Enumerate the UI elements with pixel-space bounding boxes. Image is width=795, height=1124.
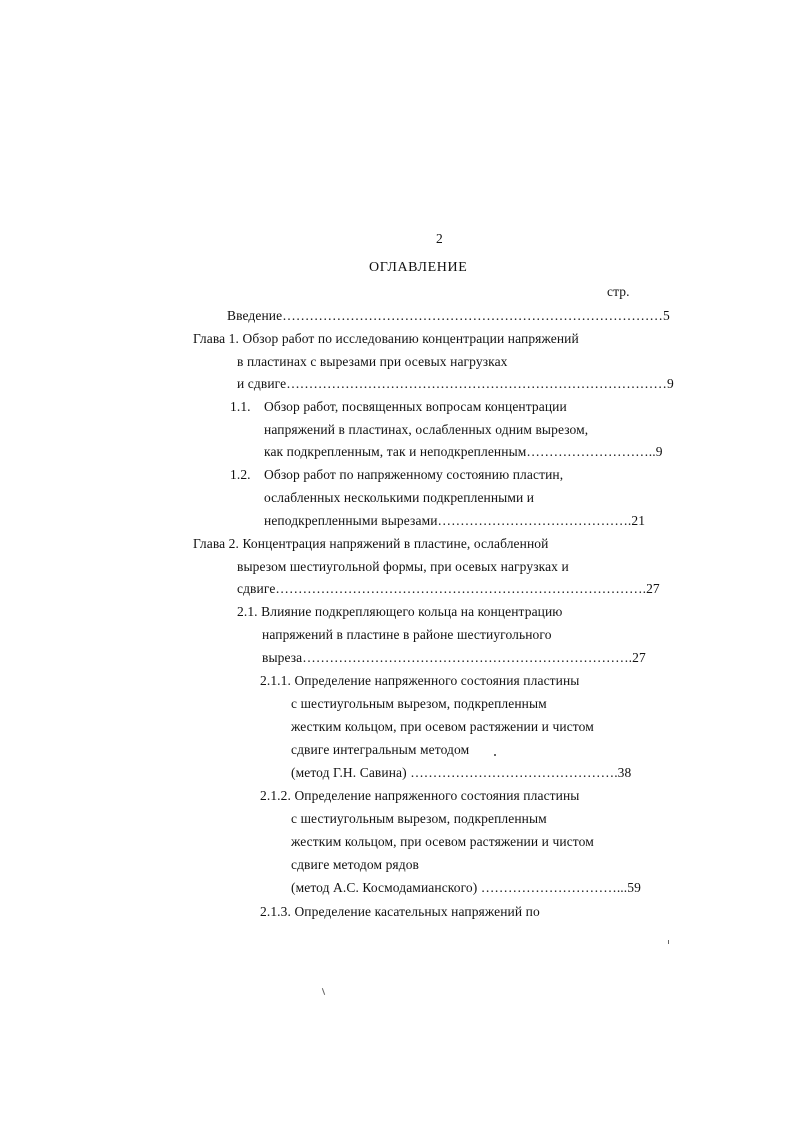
toc-chapter-1-line-3: и сдвиге…………………………………………………………………………9 xyxy=(237,376,674,391)
toc-section-2-1-2-line-5: (метод А.С. Космодамианского) …………………………...59 xyxy=(291,880,641,895)
toc-section-2-1-line-1: 2.1. Влияние подкрепляющего кольца на концентрацию xyxy=(237,604,563,619)
toc-section-2-1-3-line-1: 2.1.3. Определение касательных напряжений по xyxy=(260,904,540,919)
page-column-label: стр. xyxy=(607,284,630,299)
scan-speck xyxy=(322,988,325,995)
toc-section-2-1-line-2: напряжений в пластине в районе шестиугольного xyxy=(262,627,552,642)
toc-section-1-2-line-2: ослабленных несколькими подкрепленными и xyxy=(264,490,535,505)
toc-section-2-1-1-line-2: с шестиугольным вырезом, подкрепленным xyxy=(291,696,547,711)
toc-chapter-2-line-2: вырезом шестиугольной формы, при осевых нагрузках и xyxy=(237,559,569,574)
toc-section-2-1-2-line-3: жестким кольцом, при осевом растяжении и чистом xyxy=(291,834,594,849)
page-number: 2 xyxy=(436,231,443,246)
toc-chapter-2-line-3: сдвиге……………………………………………………………………….27 xyxy=(237,581,660,596)
toc-section-1-1-line-2: напряжений в пластинах, ослабленных одним вырезом, xyxy=(264,422,589,437)
toc-chapter-1-line-1: Глава 1. Обзор работ по исследованию концентрации напряжений xyxy=(193,331,579,346)
toc-section-1-2-line-3: неподкрепленными вырезами…………………………………….21 xyxy=(264,513,646,528)
toc-section-1-2-line-1: Обзор работ по напряженному состоянию пластин, xyxy=(264,467,564,482)
toc-section-2-1-line-3: выреза……………………………………………………………….27 xyxy=(262,650,646,665)
toc-chapter-2-line-1: Глава 2. Концентрация напряжений в пластине, ослабленной xyxy=(193,536,549,551)
toc-section-2-1-1-line-3: жестким кольцом, при осевом растяжении и чистом xyxy=(291,719,594,734)
toc-section-1-1-line-3: как подкрепленным, так и неподкрепленным………………………..9 xyxy=(264,444,663,459)
toc-entry-intro: Введение…………………………………………………………………………5 xyxy=(227,308,670,323)
toc-section-2-1-1-line-5: (метод Г.Н. Савина) ……………………………………….38 xyxy=(291,765,632,780)
toc-section-2-1-2-line-1: 2.1.2. Определение напряженного состояния пластины xyxy=(260,788,580,803)
toc-section-2-1-2-line-4: сдвиге методом рядов xyxy=(291,857,420,872)
toc-section-1-2-number: 1.2. xyxy=(230,467,251,482)
scan-speck xyxy=(494,754,496,756)
toc-section-2-1-2-line-2: с шестиугольным вырезом, подкрепленным xyxy=(291,811,547,826)
scan-speck xyxy=(668,940,669,944)
toc-heading: ОГЛАВЛЕНИЕ xyxy=(369,260,468,275)
toc-section-1-1-number: 1.1. xyxy=(230,399,251,414)
toc-chapter-1-line-2: в пластинах с вырезами при осевых нагрузках xyxy=(237,354,508,369)
toc-section-2-1-1-line-1: 2.1.1. Определение напряженного состояния пластины xyxy=(260,673,580,688)
toc-section-2-1-1-line-4: сдвиге интегральным методом xyxy=(291,742,470,757)
toc-section-1-1-line-1: Обзор работ, посвященных вопросам концентрации xyxy=(264,399,567,414)
